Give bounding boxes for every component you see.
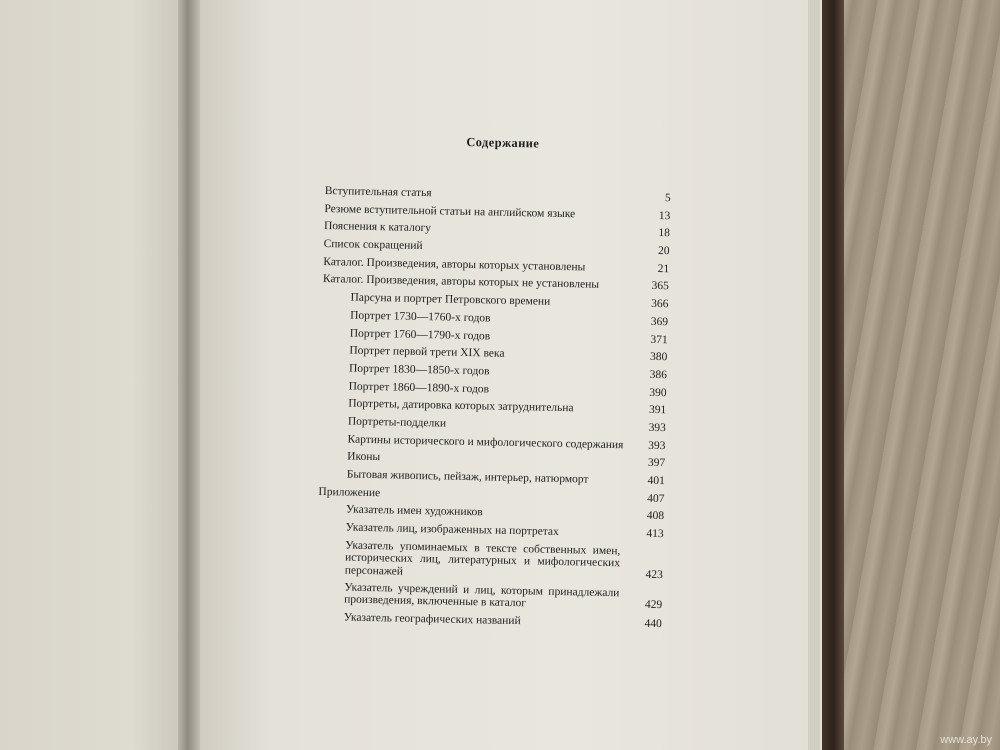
toc-entry-page: 423 <box>645 568 663 582</box>
toc-entry-label: Портреты, датировка которых затруднительна <box>348 397 574 415</box>
toc-entry-label: Указатель имен художников <box>345 503 483 519</box>
toc-entry-page: 393 <box>648 421 666 435</box>
toc-entry-label: Пояснения к каталогу <box>323 220 432 235</box>
toc-entry-label: Указатель упоминаемых в тексте собственных имен, исторических лиц, литературных и мифологических персонажей <box>344 539 621 578</box>
toc-entry-label: Каталог. Произведения, авторы которых установлены <box>323 255 586 274</box>
toc-entry-label: Портреты-подделки <box>347 415 447 430</box>
toc-subentry <box>316 581 662 613</box>
toc-entry-label: Список сокращений <box>323 238 423 253</box>
toc-entry-label: Портрет 1760—1790-х годов <box>349 327 491 342</box>
toc-entry-label: Каталог. Произведения, авторы которых не установлены <box>322 273 600 292</box>
toc-entry-label: Парсуна и портрет Петровского времени <box>350 291 551 308</box>
toc-entry-page: 390 <box>649 386 667 399</box>
toc-entry-label: Приложение <box>318 485 381 499</box>
toc-entry-label: Картины исторического и мифологического содержания <box>347 433 624 451</box>
toc-entry-page: 369 <box>650 315 669 329</box>
toc-entry-page: 365 <box>651 280 669 293</box>
toc-entry-page: 407 <box>647 492 665 505</box>
left-page-blank <box>0 0 188 750</box>
toc-entry-page: 413 <box>646 527 664 541</box>
page-edges <box>808 0 820 750</box>
toc-title: Содержание <box>466 134 540 151</box>
toc-entry-page: 18 <box>658 227 671 240</box>
toc-entry-label: Портрет 1830—1850-х годов <box>348 362 490 378</box>
wooden-table-background <box>835 0 1000 750</box>
toc-entry-label: Резюме вступительной статьи на английском языке <box>324 202 576 220</box>
toc-entry-page: 393 <box>648 439 666 452</box>
toc-entry-page: 371 <box>650 333 668 346</box>
toc-entry-label: Указатель учреждений и лиц, которым принадлежали произведения, включенные в каталог <box>344 581 620 610</box>
toc-entry-label: Вступительная статья <box>324 184 432 200</box>
toc-entry-label: Бытовая живопись, пейзаж, интерьер, натюрморт <box>346 468 589 486</box>
toc-entry-label: Указатель географических названий <box>343 611 521 627</box>
toc-entry-page: 391 <box>648 404 667 417</box>
toc-entry-page: 20 <box>657 245 670 258</box>
toc-entry-page: 386 <box>649 368 668 382</box>
toc-entry-page: 13 <box>658 209 671 222</box>
toc-entry-label: Иконы <box>347 450 381 464</box>
toc-entry-label: Указатель лиц, изображенных на портретах <box>345 521 559 539</box>
table-of-contents <box>316 132 672 636</box>
toc-entry-page: 5 <box>664 192 671 205</box>
watermark: www.ay.by <box>940 734 992 746</box>
book-gutter <box>178 0 200 750</box>
toc-subentry <box>317 539 664 583</box>
toc-entry-page: 397 <box>647 457 666 470</box>
toc-entry-label: Портрет первой трети XIX века <box>349 344 505 360</box>
toc-entry-page: 21 <box>657 262 670 275</box>
toc-entry-page: 429 <box>644 598 663 612</box>
toc-entry-page: 440 <box>644 617 662 630</box>
toc-entry-page: 408 <box>646 510 665 523</box>
toc-entry-label: Портрет 1730—1760-х годов <box>350 309 491 325</box>
toc-entry-label: Портрет 1860—1890-х годов <box>348 380 490 396</box>
toc-entry-page: 366 <box>651 297 669 311</box>
toc-entry-page: 380 <box>649 351 668 364</box>
toc-subentry <box>316 611 662 632</box>
toc-entry-page: 401 <box>647 474 665 488</box>
